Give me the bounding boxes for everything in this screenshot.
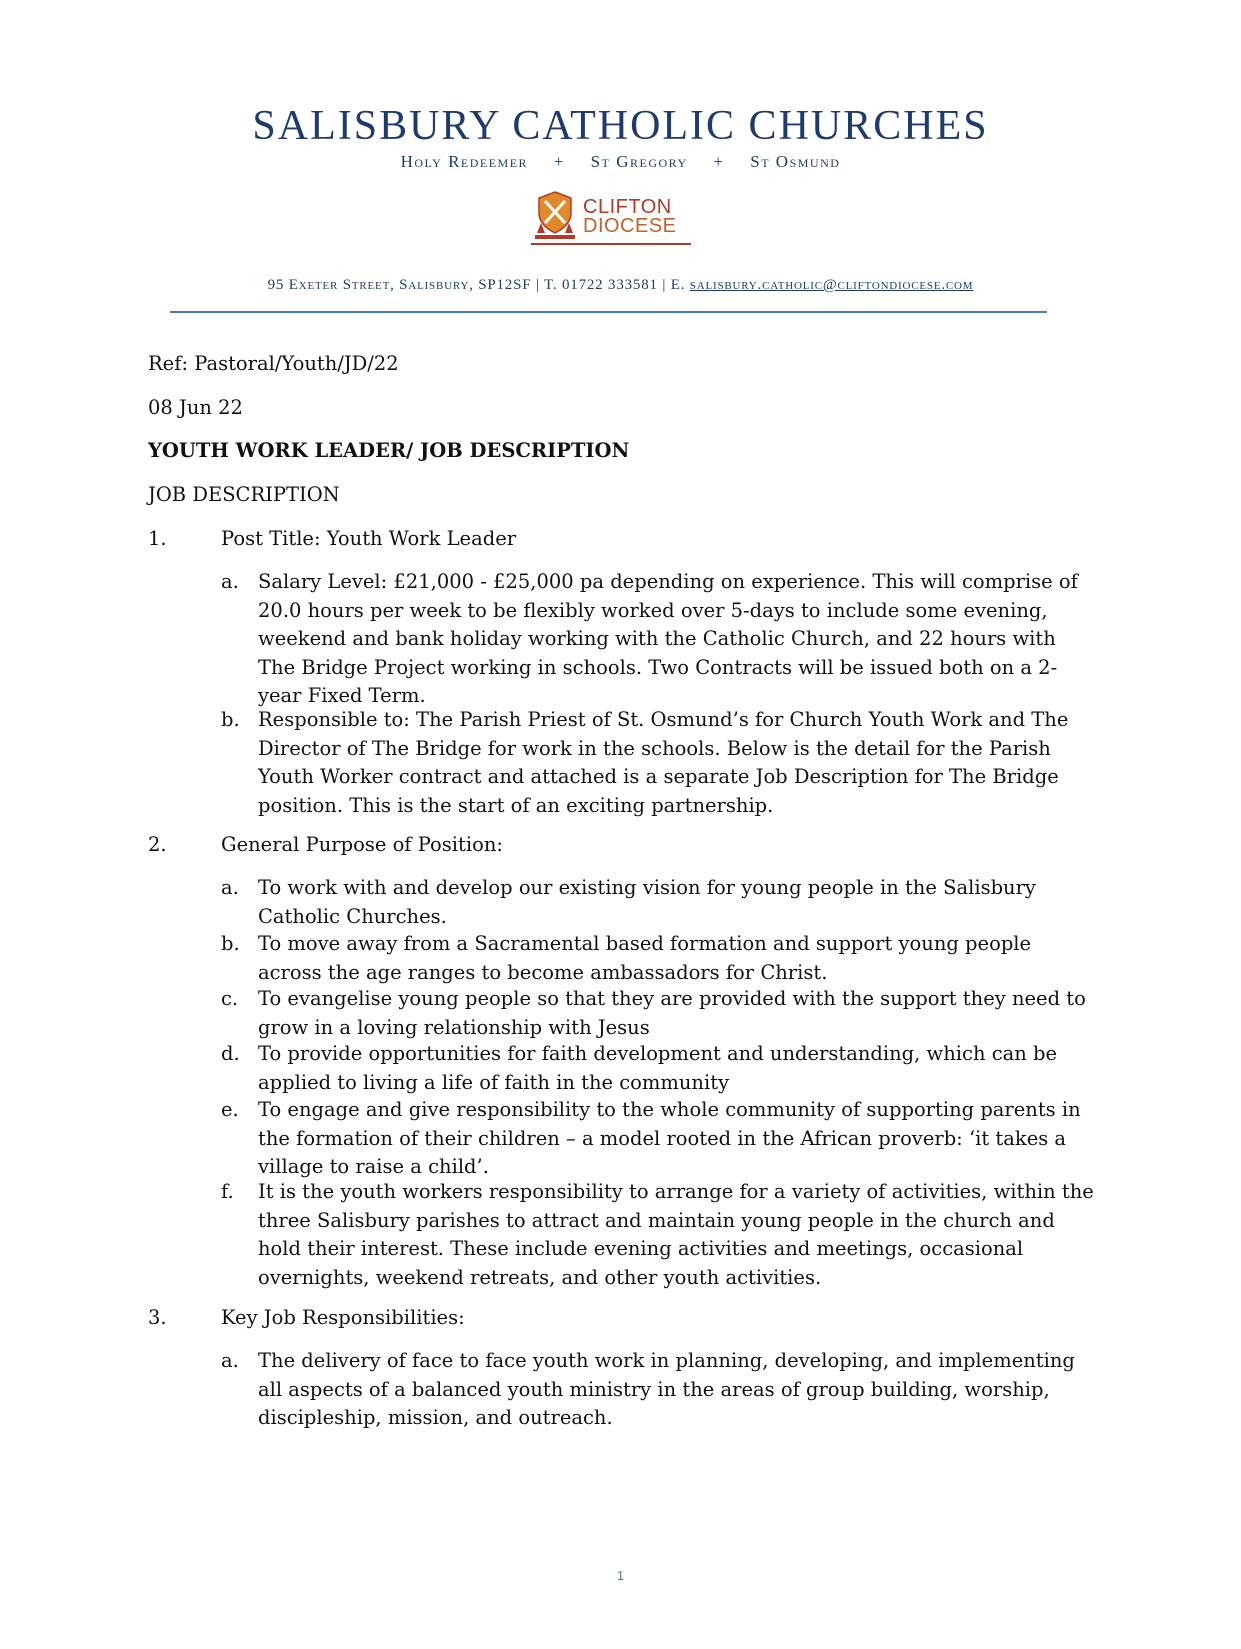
- address-text: 95 Exeter Street, Salisbury, SP12SF | T. 01722 333581 | E.: [267, 277, 690, 293]
- list-item-text: To move away from a Sacramental based formation and support young people across the age ranges to become ambassadors for Christ.: [258, 932, 1032, 984]
- list-item-letter: b.: [221, 932, 240, 955]
- clifton-diocese-logo: [531, 189, 691, 249]
- list-item-text: To evangelise young people so that they are provided with the support they need to grow in a loving relationship with Jesus: [258, 987, 1086, 1039]
- address-line: [0, 277, 1241, 294]
- diocese-shield-icon: [531, 189, 579, 243]
- list-item-text: Salary Level: £21,000 - £25,000 pa depending on experience. This will comprise of 20.0 hours per week to be flexibly worked over 5-days to include some evening, weekend and bank holiday working with the Catholic Church, and 22 hours with The Bridge Project working in schools. Two Contracts will be issued both on a 2-year Fixed Term.: [258, 570, 1078, 707]
- list-item-letter: a.: [221, 876, 239, 899]
- email-link[interactable]: salisbury.catholic@cliftondiocese.com: [689, 277, 974, 293]
- reference: Ref: Pastoral/Youth/JD/22: [148, 352, 399, 375]
- document-title: YOUTH WORK LEADER/ JOB DESCRIPTION: [148, 439, 630, 462]
- document-date: 08 Jun 22: [148, 396, 243, 419]
- logo-text-clifton: CLIFTON: [583, 196, 672, 218]
- parish-st-osmund: St Osmund: [750, 152, 841, 171]
- list-item-letter: a.: [221, 1349, 239, 1372]
- logo-rule: [531, 243, 691, 245]
- parish-st-gregory: St Gregory: [590, 152, 688, 171]
- section-heading: Post Title: Youth Work Leader: [221, 527, 517, 550]
- list-item-letter: b.: [221, 708, 240, 731]
- logo-text-diocese: DIOCESE: [583, 215, 677, 237]
- document-subtitle: JOB DESCRIPTION: [148, 483, 340, 506]
- list-item-text: Responsible to: The Parish Priest of St. Osmund’s for Church Youth Work and The Director of The Bridge for work in the schools. Below is the detail for the Parish Youth Worker contract and attached is a separate Job Description for The Bridge position. This is the start of an exciting partnership.: [258, 708, 1069, 817]
- section-heading: Key Job Responsibilities:: [221, 1306, 465, 1329]
- parish-separator: +: [553, 152, 565, 171]
- list-item-letter: f.: [221, 1180, 234, 1203]
- parish-list: [0, 152, 1241, 172]
- section-number: 1.: [148, 527, 167, 550]
- org-name: SALISBURY CATHOLIC CHURCHES: [252, 103, 989, 149]
- list-item-letter: e.: [221, 1098, 239, 1121]
- list-item-text: It is the youth workers responsibility to arrange for a variety of activities, within the three Salisbury parishes to attract and maintain young people in the church and hold their interest. These include evening activities and meetings, occasional overnights, weekend retreats, and other youth activities.: [258, 1180, 1094, 1289]
- list-item-text: To provide opportunities for faith development and understanding, which can be applied to living a life of faith in the community: [258, 1042, 1058, 1094]
- list-item-text: To work with and develop our existing vision for young people in the Salisbury Catholic Churches.: [258, 876, 1036, 928]
- list-item-text: To engage and give responsibility to the whole community of supporting parents in the formation of their children – a model rooted in the African proverb: ‘it takes a village to raise a child’.: [258, 1098, 1081, 1178]
- section-number: 3.: [148, 1306, 167, 1329]
- parish-separator: +: [713, 152, 725, 171]
- list-item-letter: a.: [221, 570, 239, 593]
- list-item-letter: d.: [221, 1042, 240, 1065]
- list-item-text: The delivery of face to face youth work in planning, developing, and implementing all aspects of a balanced youth ministry in the areas of group building, worship, discipleship, mission, and outreach.: [258, 1349, 1075, 1429]
- parish-holy-redeemer: Holy Redeemer: [400, 152, 529, 171]
- header-divider: [170, 311, 1047, 313]
- list-item-letter: c.: [221, 987, 239, 1010]
- section-number: 2.: [148, 833, 167, 856]
- section-heading: General Purpose of Position:: [221, 833, 503, 856]
- page-number: 1: [616, 1568, 625, 1583]
